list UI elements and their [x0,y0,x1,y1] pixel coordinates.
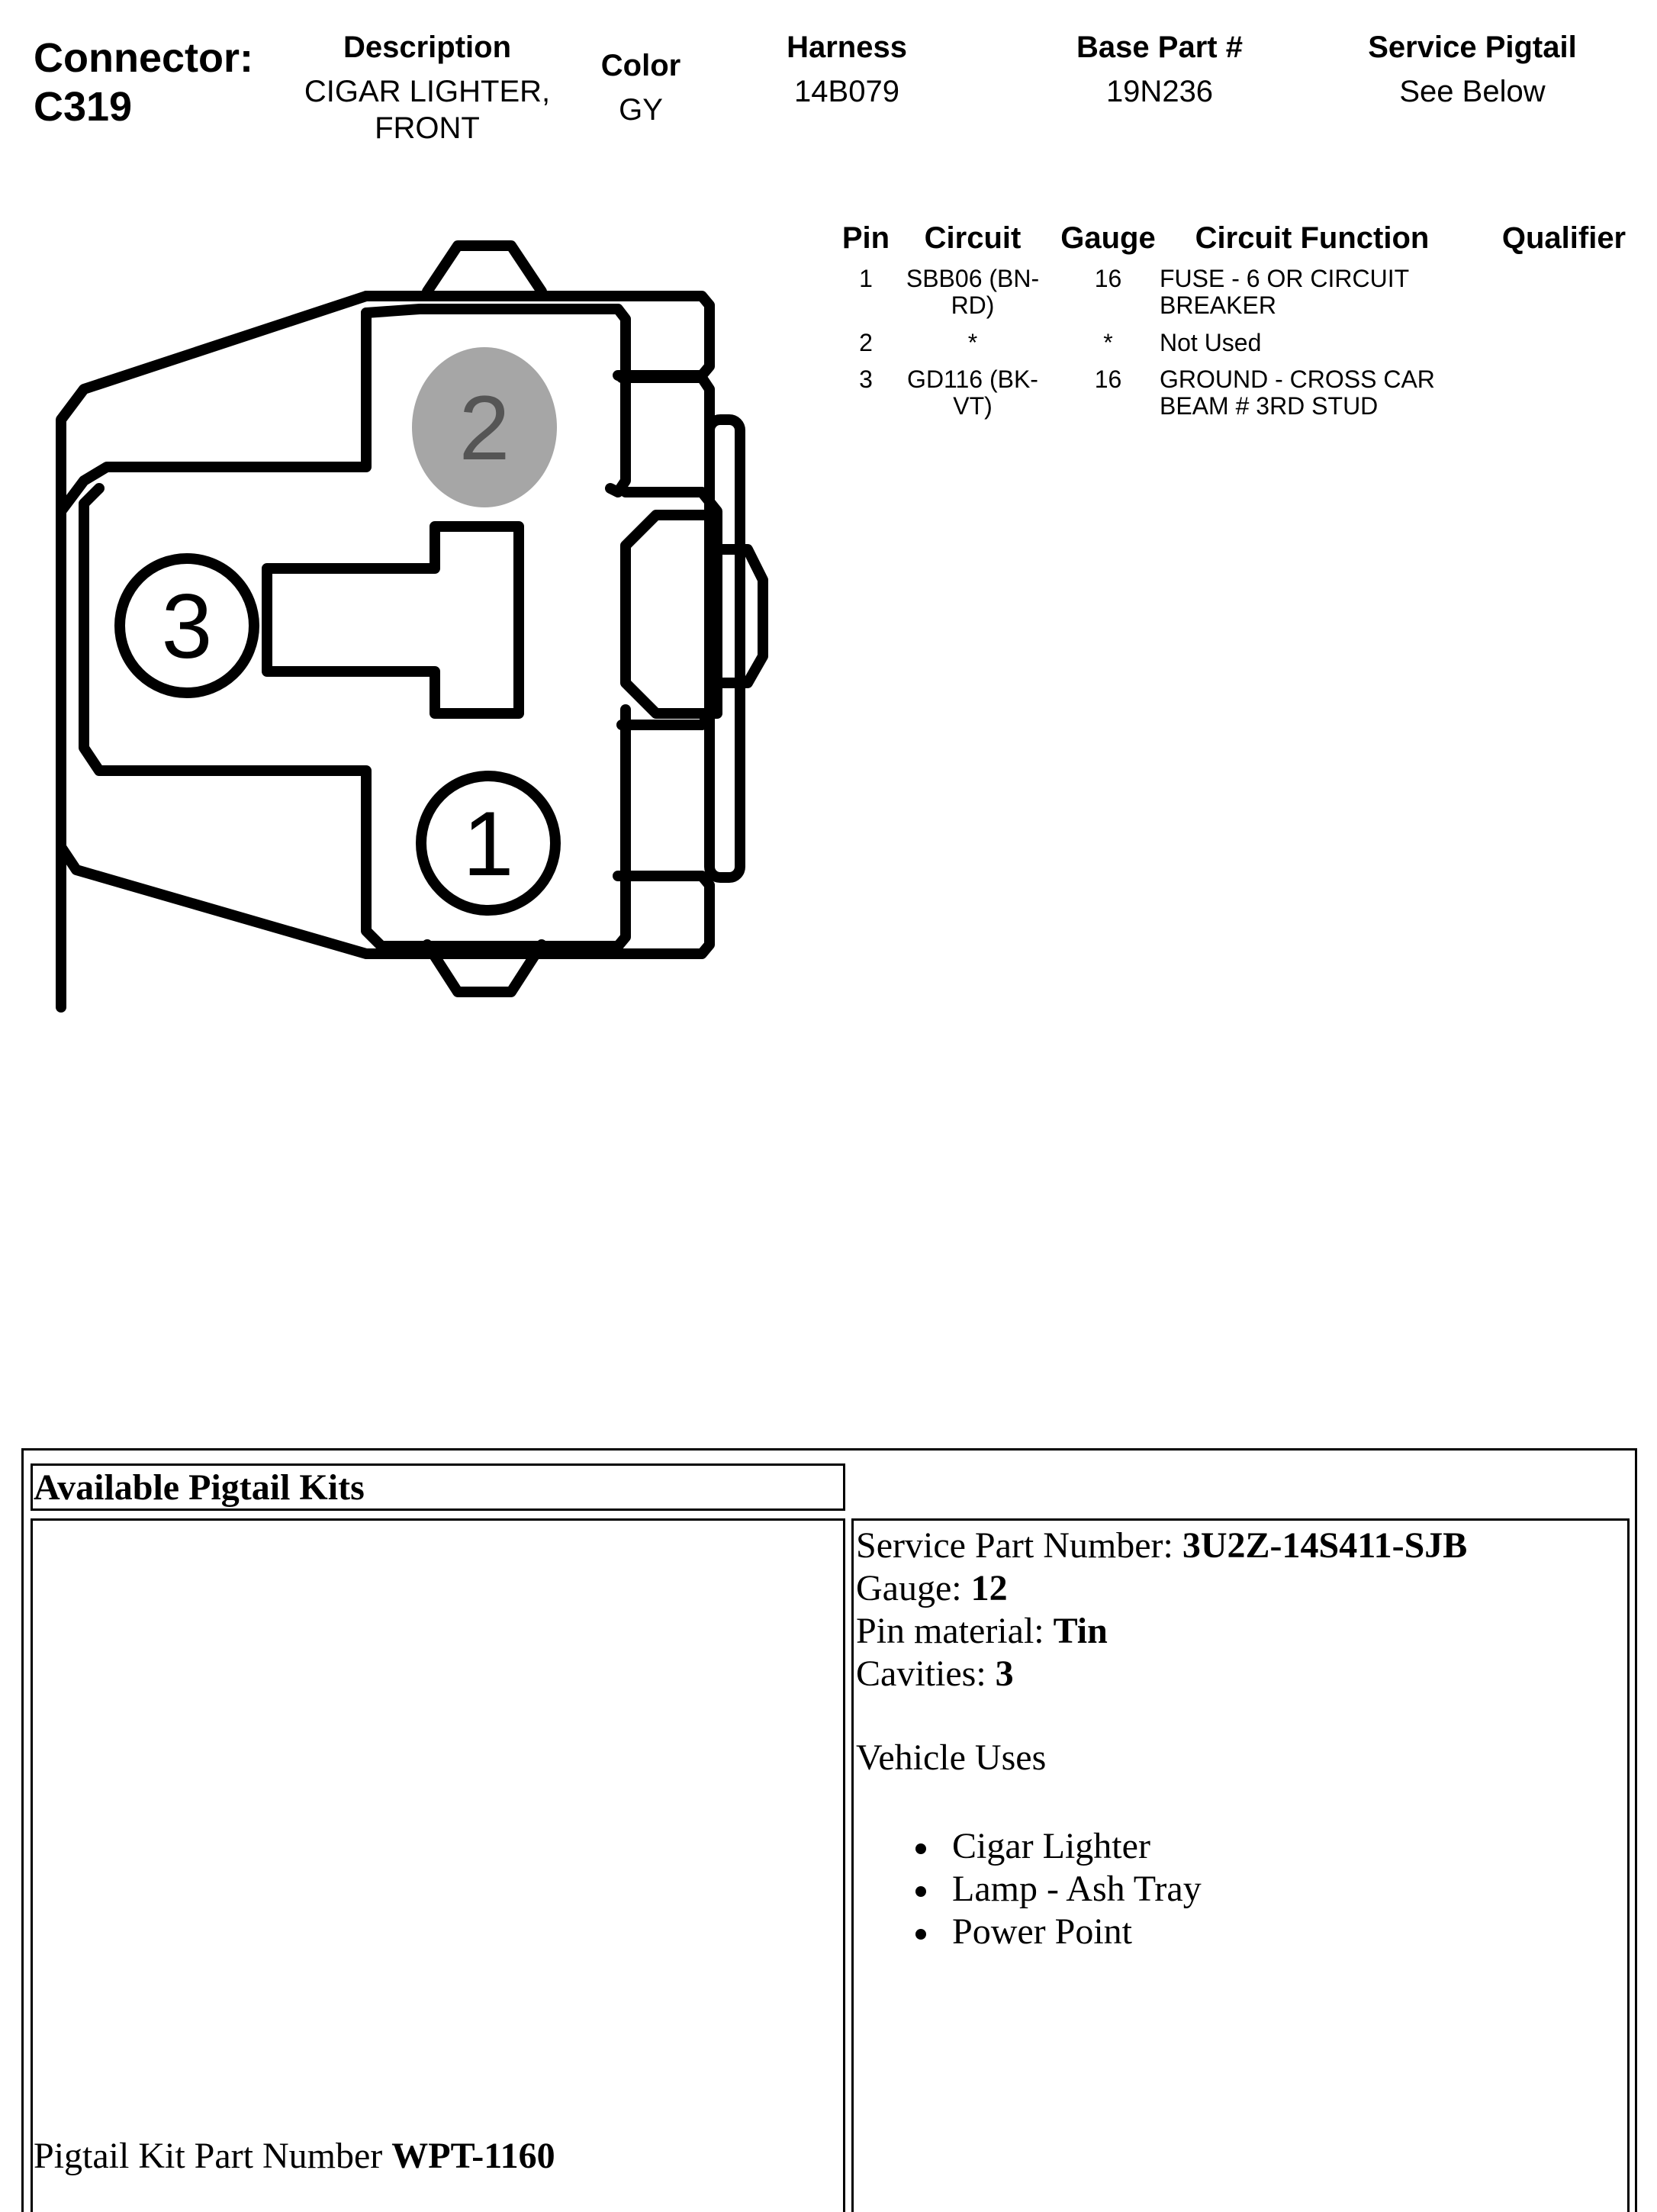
gauge-cell: 16 [1094,265,1122,292]
function-line2: BEAM # 3RD STUD [1160,392,1379,420]
function-line1: Not Used [1160,329,1262,356]
circuit-cell [900,366,1045,420]
center-key [267,526,519,713]
pin-number: 1 [859,265,873,292]
pigtail-kit-part-number [34,2135,555,2178]
connector-face-diagram [46,229,809,1022]
function-cell [1160,330,1480,356]
pin-3-label: 3 [161,575,213,678]
description-line2: FRONT [375,111,480,145]
pin-header: Pin [841,221,890,255]
circuit-cell [900,330,1045,356]
function-line1: GROUND - CROSS CAR [1160,365,1435,393]
vehicle-use-label: Cigar Lighter [952,1826,1150,1866]
gauge-cell: 16 [1094,365,1122,393]
service-part-value: 3U2Z-14S411-SJB [1182,1525,1468,1566]
base-part-column [1045,29,1274,110]
list-item [915,1868,1202,1911]
pin-number: 2 [859,329,873,356]
pigtail-left-cell [31,1518,845,2212]
kit-part-value: WPT-1160 [391,2136,555,2176]
right-boss [626,515,717,713]
connector-title [34,34,253,131]
pin-number: 3 [859,365,873,393]
gauge-value: 12 [970,1568,1008,1608]
bullet-icon [915,1929,926,1940]
bullet-icon [915,1843,926,1854]
right-tab-upper [622,378,709,477]
description-column [282,29,572,147]
harness-value: 14B079 [794,75,899,108]
gauge-header: Gauge [1060,221,1156,255]
pin-material-value: Tin [1053,1611,1108,1651]
color-column [580,47,702,128]
bullet-icon [915,1886,926,1897]
kit-part-label: Pigtail Kit Part Number [34,2136,383,2176]
outer-bottom [61,824,709,954]
function-cell [1160,266,1480,319]
circuit-cell [900,266,1045,319]
connector-face-svg [46,229,809,1022]
service-part-number [856,1525,1467,1567]
service-pigtail-value: See Below [1399,75,1546,108]
qualifier-header: Qualifier [1501,221,1626,255]
base-part-label: Base Part # [1076,31,1243,64]
circuit-line2: VT) [953,392,993,420]
right-tab-lower [622,725,626,876]
function-line2: BREAKER [1160,291,1276,319]
vehicle-use-label: Lamp - Ash Tray [952,1869,1202,1909]
gauge-label: Gauge: [856,1568,962,1608]
harness-column [755,29,938,110]
connector-id: C319 [34,84,133,130]
pin-material [856,1610,1108,1653]
circuit-line1: SBB06 (BN- [906,265,1040,292]
service-pigtail-label: Service Pigtail [1368,31,1577,64]
pigtail-kits-title: Available Pigtail Kits [34,1467,365,1508]
description-line1: CIGAR LIGHTER, [304,75,551,108]
circuit-line1: GD116 (BK- [907,365,1038,393]
top-latch [427,246,542,291]
pin-material-label: Pin material: [856,1611,1044,1651]
connector-label: Connector: [34,35,253,81]
cavities-value: 3 [995,1653,1014,1694]
description-label: Description [343,31,512,64]
list-item [915,1825,1202,1868]
vehicle-uses-title: Vehicle Uses [856,1737,1047,1778]
pigtail-gauge [856,1567,1008,1610]
cavities [856,1653,1014,1695]
base-part-value: 19N236 [1105,75,1214,108]
service-part-label: Service Part Number: [856,1525,1173,1566]
circuit-function-header: Circuit Function [1195,221,1430,255]
function-cell [1160,366,1480,420]
service-pigtail-column [1343,29,1602,110]
vehicle-use-label: Power Point [952,1911,1133,1952]
pin-2-label: 2 [458,377,510,479]
color-label: Color [600,49,681,82]
cavities-label: Cavities: [856,1653,986,1694]
circuit-line2: RD) [951,291,995,319]
pin-1-label: 1 [462,793,514,895]
vehicle-uses-list [915,1825,1202,1953]
function-line1: FUSE - 6 OR CIRCUIT [1160,265,1410,292]
circuit-header: Circuit [924,221,1022,255]
color-value: GY [619,93,663,127]
list-item [915,1911,1202,1953]
gauge-cell: * [1103,329,1113,356]
circuit-line1: * [967,329,978,356]
harness-label: Harness [787,31,907,64]
